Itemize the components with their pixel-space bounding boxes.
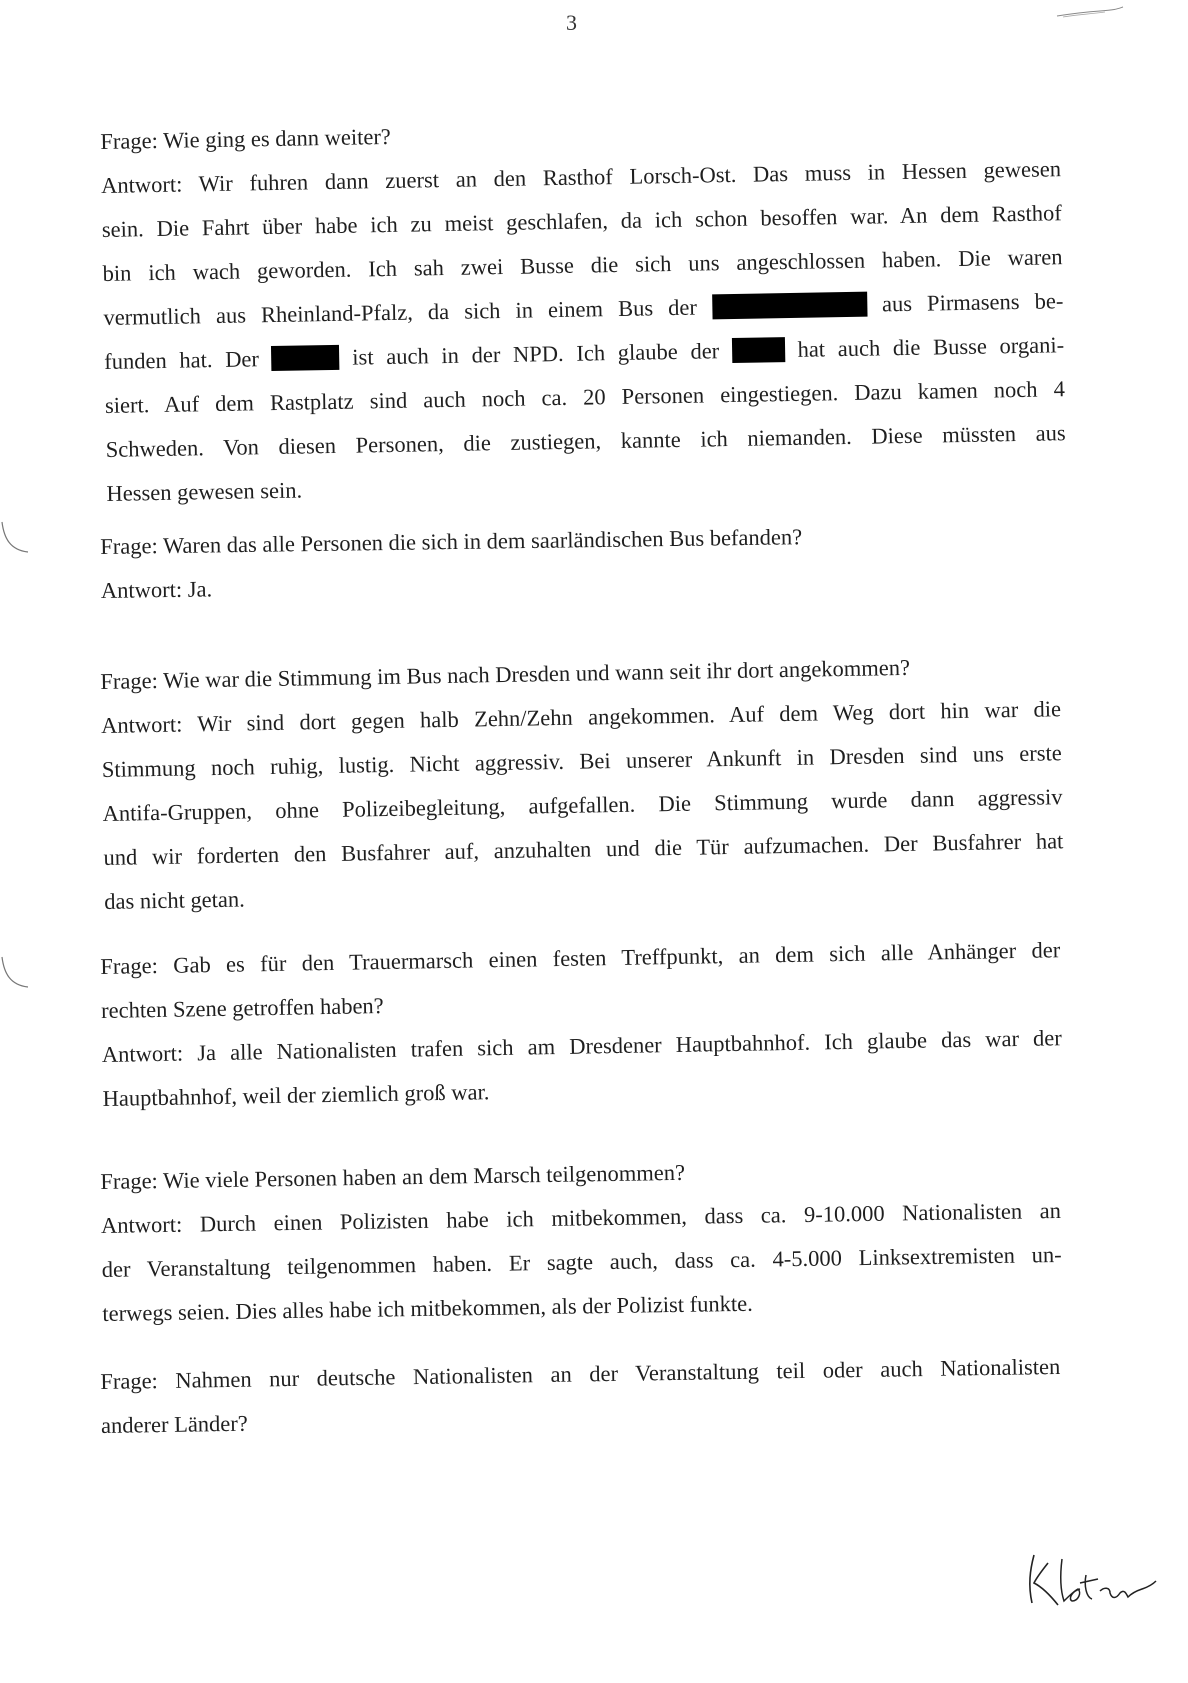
text-fragment: hat auch die Busse organi- bbox=[797, 332, 1065, 362]
answer-line: Antwort: Ja alle Nationalisten trafen sich am Dresdener Hauptbahnhof. Ich glaube das war der bbox=[101, 1025, 1062, 1067]
answer-line: Antifa-Gruppen, ohne Polizeibegleitung, aufgefallen. Die Stimmung wurde dann aggressiv bbox=[102, 784, 1063, 826]
answer-line: Antwort: Wir sind dort gegen halb Zehn/Zehn angekommen. Auf dem Weg dort hin war die bbox=[100, 696, 1062, 738]
punch-hole-mark bbox=[0, 955, 30, 995]
question-line: Frage: Gab es für den Trauermarsch einen festen Treffpunkt, an dem sich alle Anhänger der bbox=[100, 937, 1061, 979]
answer-line: der Veranstaltung teilgenommen haben. Er sagte auch, dass ca. 4-5.000 Linksextremisten un- bbox=[101, 1241, 1062, 1282]
redaction-bar bbox=[271, 345, 339, 371]
redaction-bar bbox=[712, 292, 867, 320]
qa-section-1 bbox=[100, 103, 1067, 516]
answer-line: Schweden. Von diesen Personen, die zustiegen, kannte ich niemanden. Diese müssten aus bbox=[105, 420, 1066, 462]
text-fragment: vermutlich aus Rheinland-Pfalz, da sich in einem Bus der bbox=[103, 294, 698, 330]
question-line: Frage: Nahmen nur deutsche Nationalisten an der Veranstaltung teil oder auch Nationalisten bbox=[100, 1353, 1061, 1394]
qa-section-5 bbox=[100, 1145, 1063, 1336]
question-line: anderer Länder? bbox=[100, 1410, 248, 1438]
redaction-bar bbox=[732, 337, 785, 363]
question-line: Frage: Waren das alle Personen die sich in dem saarländischen Bus befanden? bbox=[100, 524, 803, 559]
qa-section-4 bbox=[100, 928, 1063, 1121]
text-fragment: ist auch in der NPD. Ich glaube der bbox=[352, 338, 720, 370]
answer-line: Antwort: Ja. bbox=[100, 576, 213, 603]
punch-hole-mark bbox=[0, 520, 30, 560]
answer-line: das nicht getan. bbox=[103, 886, 246, 914]
question-line: Frage: Wie war die Stimmung im Bus nach Dresden und wann seit ihr dort angekommen? bbox=[100, 654, 911, 694]
answer-line: Hessen gewesen sein. bbox=[106, 477, 303, 506]
text-fragment: aus Pirmasens be- bbox=[881, 288, 1064, 317]
question-line: Frage: Wie ging es dann weiter? bbox=[100, 123, 392, 154]
page-number: 3 bbox=[566, 10, 577, 35]
answer-line: und wir forderten den Busfahrer auf, anzuhalten und die Tür aufzumachen. Der Busfahrer hat bbox=[103, 828, 1064, 870]
corner-mark bbox=[1055, 4, 1125, 20]
qa-section-3 bbox=[100, 643, 1064, 924]
answer-line: sein. Die Fahrt über habe ich zu meist geschlafen, da ich schon besoffen war. An dem Rasthof bbox=[101, 200, 1062, 242]
answer-line: Hauptbahnhof, weil der ziemlich groß war. bbox=[102, 1079, 490, 1111]
answer-line: terwegs seien. Dies alles habe ich mitbekommen, als der Polizist funkte. bbox=[102, 1290, 753, 1326]
qa-section-6 bbox=[100, 1345, 1061, 1448]
qa-section-2 bbox=[100, 512, 1061, 613]
answer-line: Antwort: Durch einen Polizisten habe ich mitbekommen, dass ca. 9-10.000 Nationalisten an bbox=[100, 1197, 1062, 1238]
answer-line: Antwort: Wir fuhren dann zuerst an den Rasthof Lorsch-Ost. Das muss in Hessen gewesen bbox=[100, 156, 1062, 198]
answer-line: Stimmung noch ruhig, lustig. Nicht aggressiv. Bei unserer Ankunft in Dresden sind uns erste bbox=[101, 740, 1062, 782]
answer-line: siert. Auf dem Rastplatz sind auch noch ca. 20 Personen eingestiegen. Dazu kamen noch 4 bbox=[104, 376, 1066, 418]
handwritten-signature bbox=[1020, 1545, 1160, 1615]
question-line: Frage: Wie viele Personen haben an dem Marsch teilgenommen? bbox=[100, 1159, 686, 1194]
question-line: rechten Szene getroffen haben? bbox=[100, 993, 384, 1023]
answer-line: bin ich wach geworden. Ich sah zwei Busse die sich uns angeschlossen haben. Die waren bbox=[102, 244, 1063, 286]
text-fragment: funden hat. Der bbox=[103, 346, 260, 374]
